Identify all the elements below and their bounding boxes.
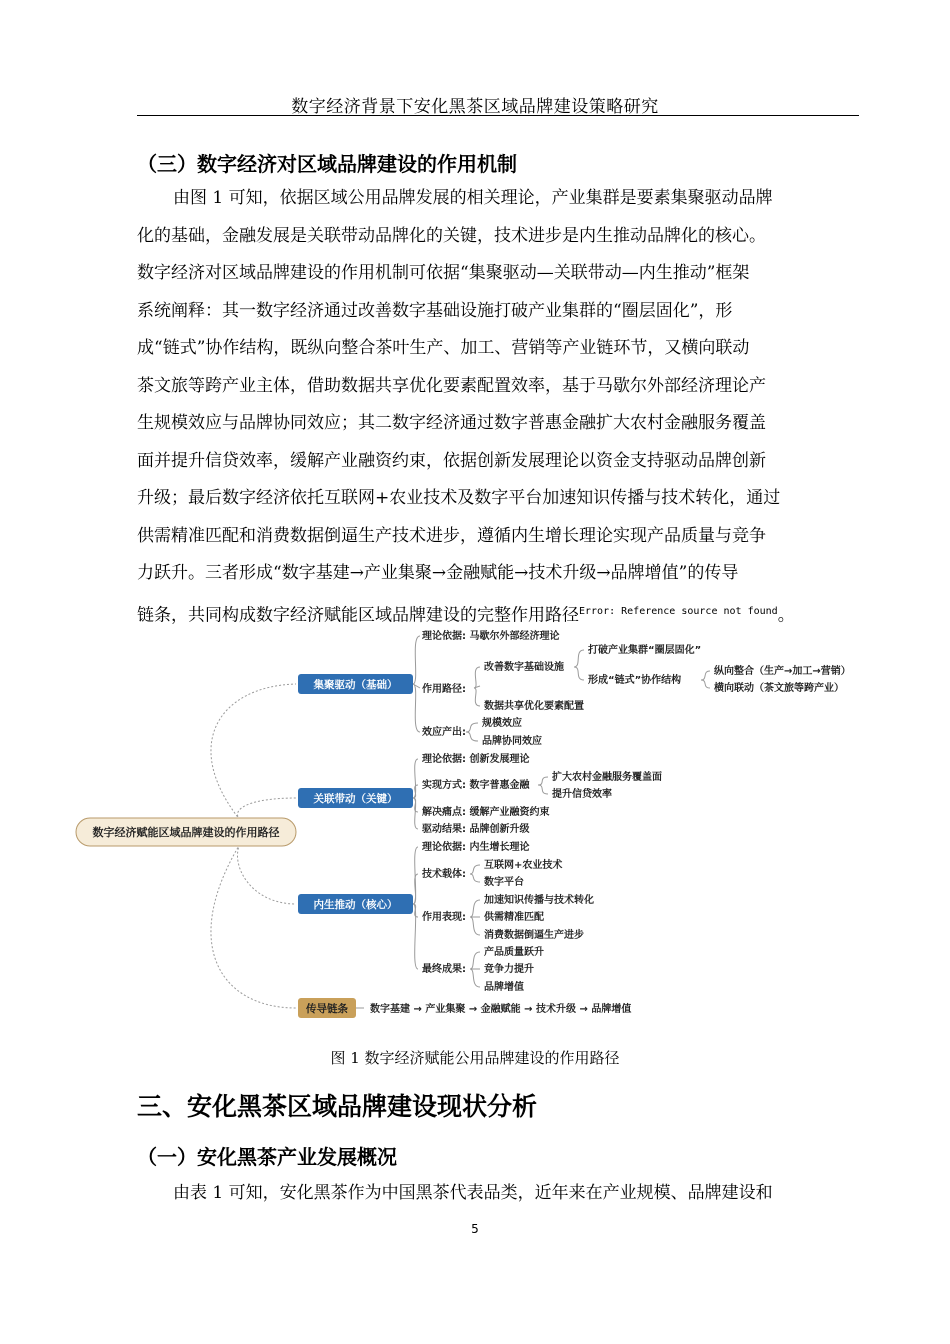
section-heading-three: 三、安化黑茶区域品牌建设现状分析	[137, 1092, 538, 1121]
header-rule	[137, 115, 859, 116]
leaf-final-label: 最终成果:	[422, 964, 466, 975]
leaf-transmission-chain: 数字基建 → 产业集聚 → 金融赋能 → 技术升级 → 品牌增值	[370, 1004, 632, 1015]
leaf-theory-2: 理论依据: 创新发展理论	[422, 754, 530, 765]
leaf-reverse: 消费数据倒逼生产进步	[484, 930, 584, 941]
figure-caption: 图 1 数字经济赋能公用品牌建设的作用路径	[330, 1049, 620, 1067]
paragraph-line: 由图 1 可知，依据区域公用品牌发展的相关理论，产业集群是要素集聚驱动品牌	[173, 188, 773, 208]
leaf-effect-label: 效应产出:	[422, 727, 466, 738]
leaf-scale: 规模效应	[482, 718, 522, 729]
leaf-result: 驱动结果: 品牌创新升级	[422, 824, 530, 835]
body-paragraph	[137, 180, 859, 630]
branch-label-chain: 传导链条	[306, 1003, 348, 1015]
leaf-quality: 产品质量跃升	[484, 947, 544, 958]
leaf-pain: 解决痛点: 缓解产业融资约束	[422, 807, 550, 818]
leaf-theory-1: 理论依据: 马歇尔外部经济理论	[422, 631, 560, 642]
leaf-compete: 竞争力提升	[484, 964, 534, 975]
leaf-credit: 提升信贷效率	[552, 789, 612, 800]
leaf-horizontal: 横向联动（茶文旅等跨产业）	[714, 683, 844, 694]
paragraph-line: 成“链式”协作结构，既纵向整合茶叶生产、加工、营销等产业链环节，又横向联动	[137, 338, 750, 358]
leaf-carrier-label: 技术载体:	[422, 869, 466, 880]
leaf-vertical: 纵向整合（生产→加工→营销）	[714, 666, 851, 677]
paragraph-end-mark: 。	[777, 605, 795, 626]
leaf-internet: 互联网+农业技术	[484, 860, 563, 871]
leaf-chain: 形成“链式”协作结构	[588, 675, 682, 686]
mindmap-figure	[60, 624, 890, 1029]
section-heading-3: （三）数字经济对区域品牌建设的作用机制	[137, 152, 517, 176]
paragraph-line: 数字经济对区域品牌建设的作用机制可依据“集聚驱动—关联带动—内生推动”框架	[137, 263, 750, 283]
leaf-break: 打破产业集群“圈层固化”	[588, 645, 702, 656]
leaf-synergy: 品牌协同效应	[482, 736, 542, 747]
mindmap-root-label: 数字经济赋能区域品牌建设的作用路径	[92, 826, 280, 839]
leaf-match: 供需精准匹配	[484, 912, 544, 923]
running-header-title: 数字经济背景下安化黑茶区域品牌建设策略研究	[291, 97, 659, 117]
page-number: 5	[471, 1222, 479, 1236]
leaf-platform: 数字平台	[484, 877, 524, 888]
paragraph-line-text: 链条，共同构成数字经济赋能区域品牌建设的完整作用路径	[137, 605, 579, 626]
body-paragraph-start: 由表 1 可知，安化黑茶作为中国黑茶代表品类，近年来在产业规模、品牌建设和	[173, 1183, 773, 1203]
paragraph-line: 供需精准匹配和消费数据倒逼生产技术进步，遵循内生增长理论实现产品质量与竞争	[137, 525, 766, 546]
leaf-expand: 扩大农村金融服务覆盖面	[552, 772, 662, 783]
leaf-speed: 加速知识传播与技术转化	[484, 895, 594, 906]
branch-label-endogenous: 内生推动（核心）	[313, 899, 398, 911]
paragraph-line: 化的基础，金融发展是关联带动品牌化的关键，技术进步是内生推动品牌化的核心。	[137, 225, 766, 246]
subsection-heading-1: （一）安化黑茶产业发展概况	[137, 1145, 397, 1169]
leaf-value: 品牌增值	[484, 982, 524, 993]
paragraph-line: 茶文旅等跨产业主体，借助数据共享优化要素配置效率，基于马歇尔外部经济理论产	[137, 375, 766, 396]
leaf-infra: 改善数字基础设施	[484, 662, 564, 673]
paragraph-line: 升级；最后数字经济依托互联网+农业技术及数字平台加速知识传播与技术转化，通过	[137, 488, 781, 508]
leaf-theory-3: 理论依据: 内生增长理论	[422, 842, 530, 853]
paragraph-line: 面并提升信贷效率，缓解产业融资约束，依据创新发展理论以资金支持驱动品牌创新	[137, 450, 766, 471]
leaf-method: 实现方式: 数字普惠金融	[422, 780, 530, 791]
leaf-data-share: 数据共享优化要素配置	[484, 701, 584, 712]
paragraph-line: 生规模效应与品牌协同效应；其二数字经济通过数字普惠金融扩大农村金融服务覆盖	[137, 413, 766, 433]
leaf-path-label: 作用路径:	[422, 684, 466, 695]
paragraph-line: 力跃升。三者形成“数字基建→产业集聚→金融赋能→技术升级→品牌增值”的传导	[137, 563, 739, 583]
leaf-perf-label: 作用表现:	[422, 912, 466, 923]
reference-error[interactable]: Error: Reference source not found	[579, 605, 778, 617]
branch-label-cluster: 集聚驱动（基础）	[313, 679, 398, 691]
branch-label-linkage: 关联带动（关键）	[313, 793, 398, 805]
paragraph-line: 系统阐释：其一数字经济通过改善数字基础设施打破产业集群的“圈层固化”，形	[137, 300, 733, 321]
